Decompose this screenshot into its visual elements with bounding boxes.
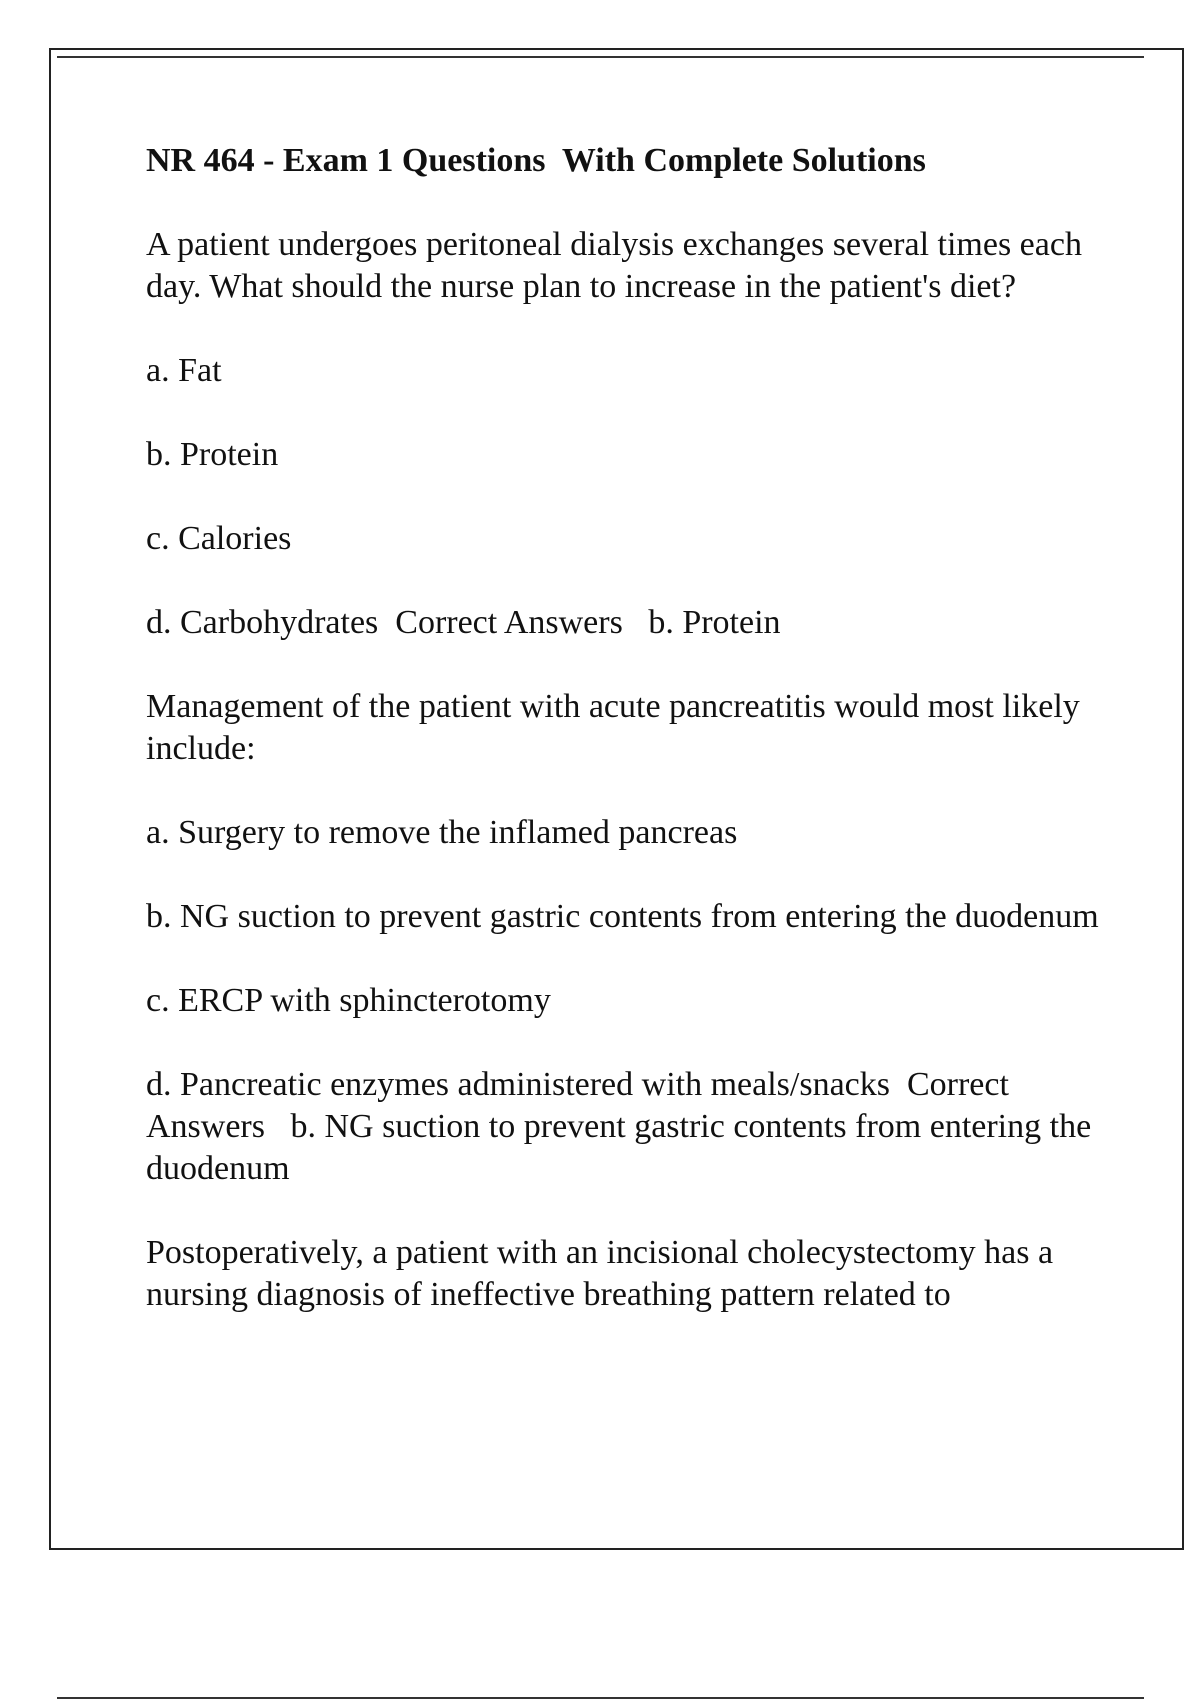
question-2-option-d-answer: d. Pancreatic enzymes administered with meals/snacks Correct Answers b. NG suction to prevent gastric contents from entering the duodenum (146, 1066, 1100, 1187)
question-1-option-d-answer: d. Carbohydrates Correct Answers b. Protein (146, 604, 781, 641)
question-1-option-a: a. Fat (146, 352, 222, 389)
question-2-option-a: a. Surgery to remove the inflamed pancreas (146, 814, 738, 851)
question-2-option-c: c. ERCP with sphincterotomy (146, 982, 551, 1019)
question-1-stem: A patient undergoes peritoneal dialysis exchanges several times each day. What should the nurse plan to increase in the patient's diet? (146, 226, 1091, 305)
question-1-option-c: c. Calories (146, 520, 292, 557)
question-3-stem: Postoperatively, a patient with an incisional cholecystectomy has a nursing diagnosis of ineffective breathing pattern related to (146, 1234, 1062, 1313)
question-2-option-b: b. NG suction to prevent gastric contents from entering the duodenum (146, 898, 1099, 935)
question-2-stem: Management of the patient with acute pancreatitis would most likely include: (146, 688, 1089, 767)
document-content (146, 140, 1106, 1358)
top-rule (57, 56, 1144, 58)
bottom-rule (57, 1697, 1144, 1699)
document-title: NR 464 - Exam 1 Questions With Complete Solutions (146, 142, 926, 179)
question-1-option-b: b. Protein (146, 436, 279, 473)
